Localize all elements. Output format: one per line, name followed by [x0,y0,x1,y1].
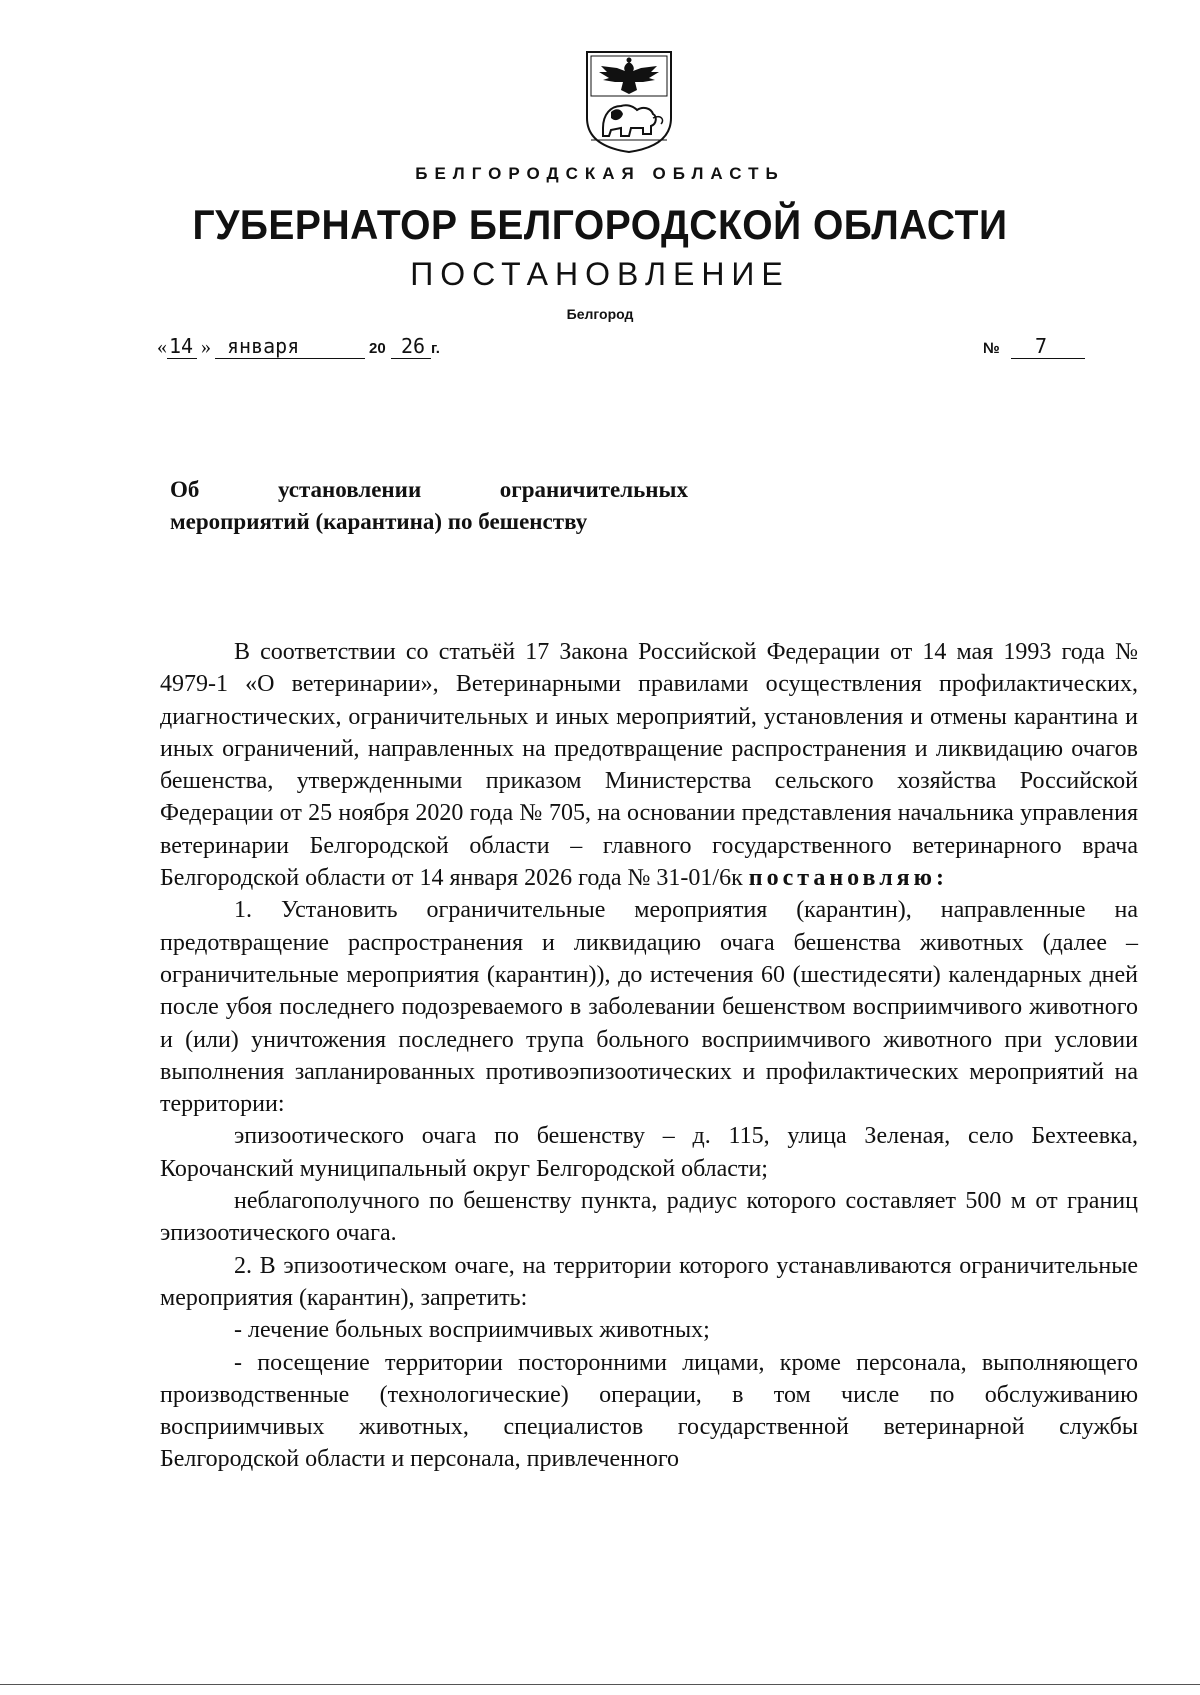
date-month-underline [215,358,365,359]
date-year-underline [391,358,431,359]
paragraph-unfavorable-point: неблагополучного по бешенству пункта, радиус которого составляет 500 м от границ эпизоотического очага. [160,1188,1138,1247]
document-subject [170,474,688,538]
date-open-quote: « [157,336,167,358]
subject-line-1: Об установлении ограничительных [170,477,688,502]
date-month: января [227,334,300,358]
date-day-underline [167,358,197,359]
number-label: № [983,340,1000,357]
paragraph-epizootic-focus: эпизоотического очага по бешенству – д. 115, улица Зеленая, село Бехтеевка, Корочанский муниципальный округ Белгородской области; [160,1123,1138,1182]
issue-city: Белгород [566,306,634,322]
date-year: 26 [401,334,426,358]
document-body [160,636,1138,1476]
number-value: 7 [1035,334,1048,358]
issuing-authority: ГУБЕРНАТОР БЕЛГОРОДСКОЙ ОБЛАСТИ [192,202,1008,249]
coat-of-arms-emblem [581,48,677,156]
paragraph-item-2: 2. В эпизоотическом очаге, на территории которого устанавливаются ограничительные мероприятия (карантин), запретить: [160,1252,1138,1311]
paragraph-preamble [160,636,1138,894]
date-century: 20 [369,340,386,357]
paragraph-ban-treatment: - лечение больных восприимчивых животных; [234,1317,710,1344]
paragraph-item-1: 1. Установить ограничительные мероприятия (карантин), направленные на предотвращение распространения и ликвидацию очага бешенства животных (далее – ограничительные мероприятия (карантин)), до истечения 60 (шестидесяти) календарных дней после убоя последнего подозреваемого в заболевании бешенством восприимчивого животного и (или) уничтожения последнего трупа больного восприимчивого животного при условии выполнения запланированных противоэпизоотических и профилактических мероприятий на территории: [160,897,1138,1118]
paragraph-ban-visits: - посещение территории посторонними лицами, кроме персонала, выполняющего производственные (технологические) операции, в том числе по обслуживанию восприимчивых животных, специалистов государственной ветеринарной службы Белгородской области и персонала, привлеченного [160,1349,1138,1473]
subject-line-2: мероприятий (карантина) по бешенству [170,509,588,534]
region-name: БЕЛГОРОДСКАЯ ОБЛАСТЬ [415,164,785,183]
date-close-quote: » [201,336,211,358]
preamble-text: В соответствии со статьёй 17 Закона Российской Федерации от 14 мая 1993 года № 4979-1 «О ветеринарии», Ветеринарными правилами осуществления профилактических, диагностических, ограничительных и иных мероприятий, установления и отмены карантина и иных ограничений, направленных на предотвращение распространения и ликвидацию очагов бешенства, утвержденными приказом Министерства сельского хозяйства Российской Федерации от 25 ноября 2020 года № 705, на основании представления начальника управления ветеринарии Белгородской области – главного государственного ветеринарного врача Белгородской области от 14 января 2026 года № 31-01/6к [160,639,1138,892]
number-underline [1011,358,1085,359]
date-year-suffix: г. [431,340,440,357]
document-type: ПОСТАНОВЛЕНИЕ [410,256,790,292]
date-day: 14 [169,334,194,358]
page-bottom-rule [0,1684,1200,1685]
decree-word: постановляю: [748,865,948,892]
